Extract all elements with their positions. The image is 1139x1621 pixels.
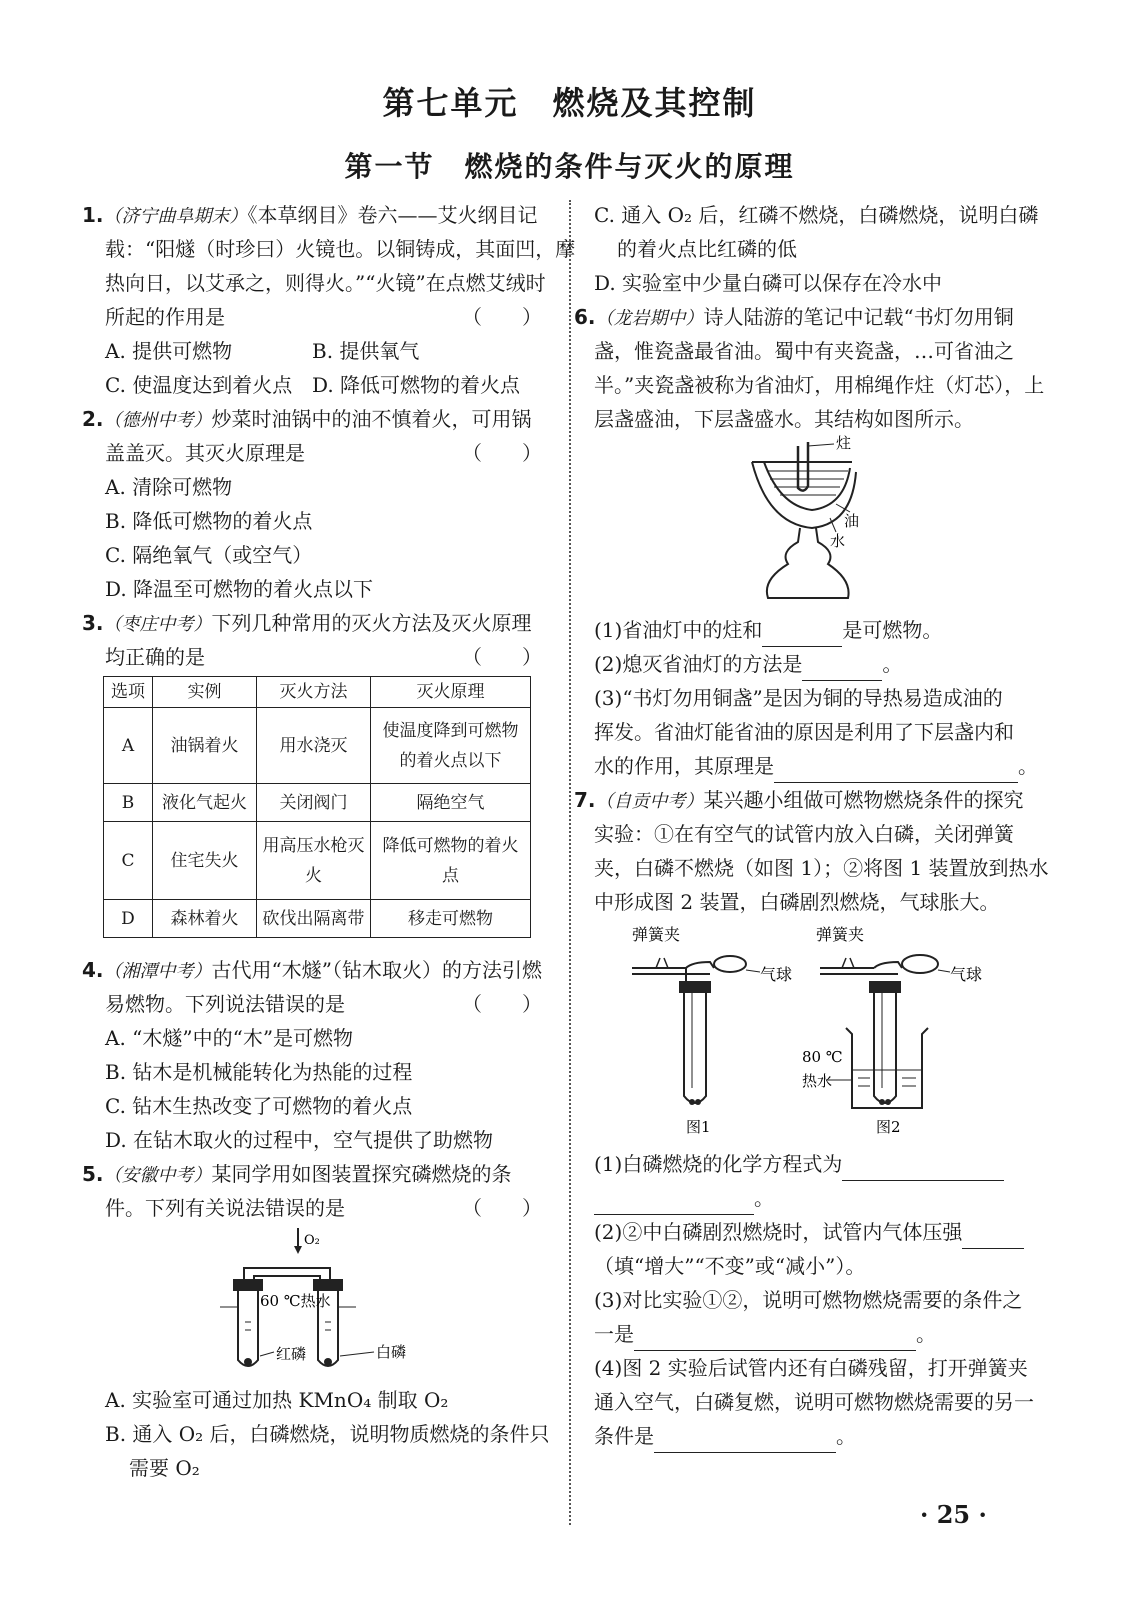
question-3 xyxy=(82,606,542,674)
q7-part-4: (4)图 2 实验后试管内还有白磷残留，打开弹簧夹 xyxy=(594,1356,1028,1380)
answer-blank[interactable] xyxy=(594,1190,754,1215)
option-a: A. 实验室可通过加热 KMnO₄ 制取 O₂ xyxy=(105,1388,449,1412)
question-text: 《本草纲目》卷六——艾火纲目记 xyxy=(247,203,538,227)
right-column-q6-parts xyxy=(574,613,1054,919)
question-text: 某兴趣小组做可燃物燃烧条件的探究 xyxy=(703,788,1024,812)
red-phosphorus-dot xyxy=(244,1358,252,1366)
question-text: 热向日，以艾承之，则得火。”“火镜”在点燃艾绒时 xyxy=(105,271,546,295)
table-header: 灭火原理 xyxy=(371,677,531,708)
table-header: 实例 xyxy=(153,677,257,708)
q6-part-2: (2)熄灭省油灯的方法是 xyxy=(594,652,803,676)
question-source: （龙岩期中） xyxy=(595,308,704,329)
q7-part-3-end: 。 xyxy=(916,1322,936,1346)
option-b-cont: 需要 O₂ xyxy=(129,1456,200,1480)
balloon-label-2: 气球 xyxy=(950,965,983,984)
table-cell: C xyxy=(104,822,153,900)
question-source: （枣庄中考） xyxy=(103,614,212,635)
q7-part-3: (3)对比实验①②，说明可燃物燃烧需要的条件之 xyxy=(594,1288,1023,1312)
unit-title: 第七单元 燃烧及其控制 xyxy=(382,84,757,122)
q7-part-3-cont: 一是 xyxy=(594,1322,634,1346)
table-cell: 使温度降到可燃物的着火点以下 xyxy=(371,708,531,784)
option-c-cont: 的着火点比红磷的低 xyxy=(617,237,797,261)
question-4 xyxy=(82,953,542,1157)
column-divider xyxy=(569,200,571,1525)
option-c: C. 钻木生热改变了可燃物的着火点 xyxy=(105,1094,413,1118)
table-cell: 移走可燃物 xyxy=(371,900,531,938)
question-text: 半。”夹瓷盏被称为省油灯，用棉绳作炷（灯芯），上 xyxy=(594,373,1045,397)
q7-part-4-cont: 条件是 xyxy=(594,1424,654,1448)
left-column-lower xyxy=(82,953,542,1225)
option-b: B. 钻木是机械能转化为热能的过程 xyxy=(105,1060,413,1084)
question-1 xyxy=(82,198,576,402)
answer-blank[interactable] xyxy=(962,1224,1024,1249)
table-cell: 住宅失火 xyxy=(153,822,257,900)
option-d: D. 在钻木取火的过程中，空气提供了助燃物 xyxy=(105,1128,494,1152)
white-phosphorus-dot xyxy=(324,1358,332,1366)
question-number: 2. xyxy=(82,407,104,431)
hot-water-label: 60 ℃热水 xyxy=(260,1292,331,1310)
temperature-label: 80 ℃ xyxy=(802,1048,843,1066)
question-text: 古代用“木燧”（钻木取火）的方法引燃 xyxy=(211,958,542,982)
q3-table xyxy=(103,676,531,938)
q6-part-3: (3)“书灯勿用铜盏”是因为铜的导热易造成油的 xyxy=(594,686,1003,710)
option-a: A. “木燧”中的“木”是可燃物 xyxy=(105,1026,354,1050)
question-2 xyxy=(82,402,542,606)
answer-paren: （ ） xyxy=(462,992,542,1016)
hot-water-label: 热水 xyxy=(802,1072,833,1090)
clip-label-2: 弹簧夹 xyxy=(816,925,865,944)
answer-blank[interactable] xyxy=(774,758,1018,783)
question-text: 层盏盛油，下层盏盛水。其结构如图所示。 xyxy=(594,407,974,431)
question-5 xyxy=(82,1157,542,1225)
question-source: （德州中考） xyxy=(103,410,212,431)
question-text: 载：“阳燧（时珍曰）火镜也。以铜铸成，其面凹，摩 xyxy=(105,237,576,261)
q7-part-1: (1)白磷燃烧的化学方程式为 xyxy=(594,1152,843,1176)
answer-paren: （ ） xyxy=(462,305,542,329)
q6-part-3-cont: 水的作用，其原理是 xyxy=(594,754,774,778)
q7-part-4-cont: 通入空气，白磷复燃，说明可燃物燃烧需要的另一 xyxy=(594,1390,1034,1414)
table-header-row xyxy=(104,677,531,708)
table-row xyxy=(104,708,531,784)
red-phosphorus-label: 红磷 xyxy=(276,1345,307,1363)
question-source: （济宁曲阜期末） xyxy=(103,206,248,227)
question-7 xyxy=(574,783,1054,919)
question-text: 盖盖灭。其灭火原理是 xyxy=(105,441,305,465)
question-text: 中形成图 2 装置，白磷剧烈燃烧，气球胀大。 xyxy=(594,890,1000,914)
question-text: 均正确的是 xyxy=(105,645,205,669)
q6-part-3-end: 。 xyxy=(1018,754,1038,778)
answer-paren: （ ） xyxy=(462,1196,542,1220)
question-number: 7. xyxy=(574,788,596,812)
option-a: A. 提供可燃物 xyxy=(105,339,233,363)
option-c: C. 使温度达到着火点 xyxy=(105,373,293,397)
q6-part-1: (1)省油灯中的炷和 xyxy=(594,618,763,642)
option-b: B. 降低可燃物的着火点 xyxy=(105,509,313,533)
right-column xyxy=(574,198,1054,436)
page-number: · 25 · xyxy=(920,1500,987,1529)
table-cell: 用水浇灭 xyxy=(257,708,371,784)
q7-part-2-cont: （填“增大”“不变”或“减小”）。 xyxy=(594,1254,866,1278)
question-text: 盏，惟瓷盏最省油。蜀中有夹瓷盏，…可省油之 xyxy=(594,339,1014,363)
table-cell: 用高压水枪灭火 xyxy=(257,822,371,900)
answer-blank[interactable] xyxy=(802,656,882,681)
q6-part-2-end: 。 xyxy=(882,652,903,676)
table-row xyxy=(104,784,531,822)
table-cell: 隔绝空气 xyxy=(371,784,531,822)
wick-label: 炷 xyxy=(836,434,852,452)
option-c: C. 通入 O₂ 后，红磷不燃烧，白磷燃烧，说明白磷 xyxy=(594,203,1039,227)
option-b: B. 通入 O₂ 后，白磷燃烧，说明物质燃烧的条件只 xyxy=(105,1422,550,1446)
option-d: D. 降低可燃物的着火点 xyxy=(312,373,521,397)
q7-apparatus-figure xyxy=(620,920,1020,1140)
question-text: 实验：①在有空气的试管内放入白磷，关闭弹簧 xyxy=(594,822,1014,846)
question-number: 3. xyxy=(82,611,104,635)
q6-oil-lamp-figure xyxy=(740,432,880,604)
question-text: 所起的作用是 xyxy=(105,305,225,329)
figure-1-caption: 图1 xyxy=(686,1118,711,1136)
table-header: 灭火方法 xyxy=(257,677,371,708)
table-cell: 液化气起火 xyxy=(153,784,257,822)
clip-label-1: 弹簧夹 xyxy=(632,925,681,944)
table-cell: 油锅着火 xyxy=(153,708,257,784)
answer-blank[interactable] xyxy=(634,1326,916,1351)
question-number: 1. xyxy=(82,203,104,227)
section-title: 第一节 燃烧的条件与灭火的原理 xyxy=(344,150,795,183)
question-number: 6. xyxy=(574,305,596,329)
table-cell: D xyxy=(104,900,153,938)
table-header: 选项 xyxy=(104,677,153,708)
option-d: D. 实验室中少量白磷可以保存在冷水中 xyxy=(594,271,943,295)
table-row xyxy=(104,900,531,938)
q5-apparatus-figure xyxy=(210,1222,430,1377)
q7-part-2: (2)②中白磷剧烈燃烧时，试管内气体压强 xyxy=(594,1220,963,1244)
white-phosphorus-label: 白磷 xyxy=(376,1343,407,1361)
question-text: 件。下列有关说法错误的是 xyxy=(105,1196,345,1220)
q7-part-1-end: 。 xyxy=(754,1186,774,1210)
question-source: （安徽中考） xyxy=(103,1165,212,1186)
question-text: 夹，白磷不燃烧（如图 1）；②将图 1 装置放到热水 xyxy=(594,856,1049,880)
table-cell: B xyxy=(104,784,153,822)
answer-paren: （ ） xyxy=(462,441,542,465)
table-cell: 森林着火 xyxy=(153,900,257,938)
water-label: 水 xyxy=(830,532,846,550)
q6-part-3-cont: 挥发。省油灯能省油的原因是利用了下层盏内和 xyxy=(594,720,1014,744)
question-text: 诗人陆游的笔记中记载“书灯勿用铜 xyxy=(703,305,1014,329)
question-number: 4. xyxy=(82,958,104,982)
question-text: 某同学用如图装置探究磷燃烧的条 xyxy=(211,1162,512,1186)
right-column-q7-parts xyxy=(594,1147,1054,1453)
q6-part-1-end: 是可燃物。 xyxy=(842,618,943,642)
question-text: 炒菜时油锅中的油不慎着火，可用锅 xyxy=(211,407,532,431)
o2-label: O₂ xyxy=(304,1233,320,1248)
table-row xyxy=(104,822,531,900)
answer-blank[interactable] xyxy=(762,622,842,647)
figure-2-caption: 图2 xyxy=(876,1118,901,1136)
question-text: 下列几种常用的灭火方法及灭火原理 xyxy=(211,611,532,635)
table-cell: A xyxy=(104,708,153,784)
option-a: A. 清除可燃物 xyxy=(105,475,233,499)
table-cell: 关闭阀门 xyxy=(257,784,371,822)
question-6 xyxy=(574,300,1054,436)
oil-label: 油 xyxy=(844,512,860,530)
question-source: （自贡中考） xyxy=(595,791,704,812)
answer-paren: （ ） xyxy=(462,645,542,669)
question-number: 5. xyxy=(82,1162,104,1186)
table-cell: 降低可燃物的着火点 xyxy=(371,822,531,900)
option-d: D. 降温至可燃物的着火点以下 xyxy=(105,577,374,601)
left-column xyxy=(82,198,576,674)
answer-blank[interactable] xyxy=(842,1156,1004,1181)
question-source: （湘潭中考） xyxy=(103,961,212,982)
option-b: B. 提供氧气 xyxy=(312,339,420,363)
balloon-label-1: 气球 xyxy=(760,965,793,984)
answer-blank[interactable] xyxy=(654,1428,836,1453)
table-cell: 砍伐出隔离带 xyxy=(257,900,371,938)
question-text: 易燃物。下列说法错误的是 xyxy=(105,992,345,1016)
q7-part-4-end: 。 xyxy=(836,1424,856,1448)
left-column-q5-options xyxy=(82,1383,550,1485)
option-c: C. 隔绝氧气（或空气） xyxy=(105,543,313,567)
